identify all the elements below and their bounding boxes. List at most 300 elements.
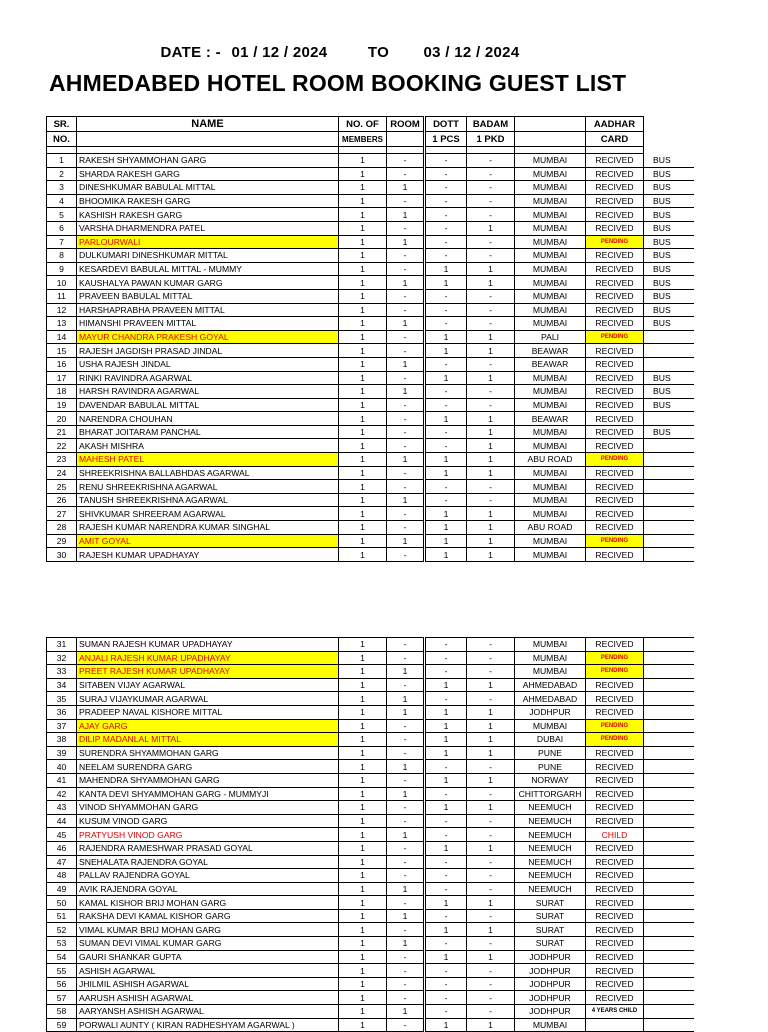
- row-name: ASHISH AGARWAL: [77, 964, 339, 978]
- row-room: -: [387, 398, 425, 412]
- row-transport: [644, 937, 694, 951]
- row-city: MUMBAI: [515, 665, 586, 679]
- row-sr: 46: [47, 841, 77, 855]
- row-sr: 48: [47, 869, 77, 883]
- row-city: ABU ROAD: [515, 521, 586, 535]
- row-members: 1: [339, 534, 387, 548]
- table-row: [47, 249, 694, 263]
- row-name: AARUSH ASHISH AGARWAL: [77, 991, 339, 1005]
- row-members: 1: [339, 923, 387, 937]
- row-aadhar: RECIVED: [586, 773, 644, 787]
- row-dott: -: [425, 425, 467, 439]
- row-members: 1: [339, 466, 387, 480]
- row-sr: 37: [47, 719, 77, 733]
- row-badam: -: [467, 828, 515, 842]
- row-badam: -: [467, 760, 515, 774]
- row-members: 1: [339, 221, 387, 235]
- table-row: [47, 950, 694, 964]
- row-members: 1: [339, 521, 387, 535]
- row-aadhar: PENDING: [586, 534, 644, 548]
- row-city: MUMBAI: [515, 154, 586, 168]
- row-name: JHILMIL ASHISH AGARWAL: [77, 977, 339, 991]
- row-sr: 56: [47, 977, 77, 991]
- row-members: 1: [339, 964, 387, 978]
- row-room: -: [387, 855, 425, 869]
- row-name: AJAY GARG: [77, 719, 339, 733]
- row-city: NEEMUCH: [515, 855, 586, 869]
- row-transport: BUS: [644, 425, 694, 439]
- row-members: 1: [339, 1018, 387, 1032]
- row-sr: 31: [47, 638, 77, 652]
- row-transport: [644, 950, 694, 964]
- row-city: BEAWAR: [515, 344, 586, 358]
- row-city: MUMBAI: [515, 317, 586, 331]
- table-row: [47, 923, 694, 937]
- row-members: 1: [339, 194, 387, 208]
- table-row: [47, 398, 694, 412]
- row-room: 1: [387, 534, 425, 548]
- row-name: PRADEEP NAVAL KISHORE MITTAL: [77, 705, 339, 719]
- row-city: MUMBAI: [515, 425, 586, 439]
- row-badam: -: [467, 317, 515, 331]
- row-city: MUMBAI: [515, 262, 586, 276]
- row-name: KASHISH RAKESH GARG: [77, 208, 339, 222]
- row-city: MUMBAI: [515, 493, 586, 507]
- row-room: 1: [387, 1005, 425, 1019]
- row-city: MUMBAI: [515, 439, 586, 453]
- row-badam: -: [467, 208, 515, 222]
- table-row: [47, 692, 694, 706]
- row-sr: 59: [47, 1018, 77, 1032]
- row-room: 1: [387, 276, 425, 290]
- row-sr: 8: [47, 249, 77, 263]
- guest-table-2: [46, 637, 694, 1032]
- row-sr: 26: [47, 493, 77, 507]
- row-room: -: [387, 221, 425, 235]
- row-name: SHREEKRISHNA BALLABHDAS AGARWAL: [77, 466, 339, 480]
- row-dott: -: [425, 439, 467, 453]
- row-badam: -: [467, 303, 515, 317]
- row-members: 1: [339, 493, 387, 507]
- row-members: 1: [339, 425, 387, 439]
- row-sr: 41: [47, 773, 77, 787]
- row-members: 1: [339, 208, 387, 222]
- row-transport: [644, 882, 694, 896]
- row-city: SURAT: [515, 923, 586, 937]
- row-transport: BUS: [644, 317, 694, 331]
- row-city: MUMBAI: [515, 289, 586, 303]
- row-sr: 3: [47, 181, 77, 195]
- row-aadhar: RECIVED: [586, 548, 644, 562]
- row-badam: -: [467, 493, 515, 507]
- table-row: [47, 1005, 694, 1019]
- row-dott: -: [425, 303, 467, 317]
- table-row: [47, 276, 694, 290]
- row-room: -: [387, 719, 425, 733]
- row-members: 1: [339, 896, 387, 910]
- row-room: -: [387, 651, 425, 665]
- row-name: SUMAN RAJESH KUMAR UPADHAYAY: [77, 638, 339, 652]
- row-city: MUMBAI: [515, 480, 586, 494]
- row-transport: [644, 466, 694, 480]
- row-aadhar: PENDING: [586, 453, 644, 467]
- row-members: 1: [339, 453, 387, 467]
- row-sr: 39: [47, 746, 77, 760]
- row-city: MUMBAI: [515, 276, 586, 290]
- row-sr: 43: [47, 801, 77, 815]
- row-name: PALLAV RAJENDRA GOYAL: [77, 869, 339, 883]
- row-sr: 51: [47, 909, 77, 923]
- header-row-1: [47, 117, 694, 132]
- table-row: [47, 977, 694, 991]
- row-name: RENU SHREEKRISHNA AGARWAL: [77, 480, 339, 494]
- table-row: [47, 882, 694, 896]
- row-transport: [644, 733, 694, 747]
- row-badam: 1: [467, 773, 515, 787]
- table-row: [47, 194, 694, 208]
- col-sr: SR.: [47, 117, 77, 132]
- row-city: MUMBAI: [515, 235, 586, 249]
- row-aadhar: RECIVED: [586, 521, 644, 535]
- row-dott: -: [425, 882, 467, 896]
- row-transport: BUS: [644, 385, 694, 399]
- row-aadhar: [586, 1018, 644, 1032]
- row-dott: -: [425, 181, 467, 195]
- row-name: DINESHKUMAR BABULAL MITTAL: [77, 181, 339, 195]
- row-transport: [644, 909, 694, 923]
- row-aadhar: RECIVED: [586, 909, 644, 923]
- guest-rows-1: [47, 154, 694, 562]
- date-label: DATE : -: [160, 44, 221, 61]
- page-title: AHMEDABED HOTEL ROOM BOOKING GUEST LIST: [49, 70, 627, 96]
- row-transport: [644, 814, 694, 828]
- row-city: ABU ROAD: [515, 453, 586, 467]
- row-members: 1: [339, 303, 387, 317]
- row-room: 1: [387, 828, 425, 842]
- table-row: [47, 154, 694, 168]
- row-transport: BUS: [644, 154, 694, 168]
- table-row: [47, 289, 694, 303]
- row-dott: 1: [425, 262, 467, 276]
- row-transport: BUS: [644, 208, 694, 222]
- row-name: VINOD SHYAMMOHAN GARG: [77, 801, 339, 815]
- row-name: AARYANSH ASHISH AGARWAL: [77, 1005, 339, 1019]
- row-badam: 1: [467, 950, 515, 964]
- row-badam: 1: [467, 330, 515, 344]
- row-sr: 49: [47, 882, 77, 896]
- row-dott: 1: [425, 733, 467, 747]
- row-members: 1: [339, 507, 387, 521]
- col-badam-2: 1 PKD: [467, 132, 515, 147]
- col-sr-2: NO.: [47, 132, 77, 147]
- row-room: -: [387, 425, 425, 439]
- row-city: MUMBAI: [515, 303, 586, 317]
- row-room: -: [387, 773, 425, 787]
- row-members: 1: [339, 651, 387, 665]
- row-members: 1: [339, 235, 387, 249]
- row-members: 1: [339, 330, 387, 344]
- row-name: AKASH MISHRA: [77, 439, 339, 453]
- row-dott: -: [425, 638, 467, 652]
- guest-table-1: [46, 116, 694, 562]
- row-room: -: [387, 262, 425, 276]
- row-dott: 1: [425, 705, 467, 719]
- row-name: RINKI RAVINDRA AGARWAL: [77, 371, 339, 385]
- table-row: [47, 357, 694, 371]
- row-dott: -: [425, 154, 467, 168]
- table-row: [47, 855, 694, 869]
- row-dott: -: [425, 167, 467, 181]
- row-badam: -: [467, 964, 515, 978]
- table-row: [47, 493, 694, 507]
- row-sr: 15: [47, 344, 77, 358]
- row-room: -: [387, 330, 425, 344]
- row-room: 1: [387, 385, 425, 399]
- row-aadhar: RECIVED: [586, 692, 644, 706]
- row-members: 1: [339, 344, 387, 358]
- col-dott-2: 1 PCS: [425, 132, 467, 147]
- row-dott: -: [425, 964, 467, 978]
- table-row: [47, 221, 694, 235]
- row-name: VIMAL KUMAR BRIJ MOHAN GARG: [77, 923, 339, 937]
- row-badam: -: [467, 692, 515, 706]
- row-sr: 20: [47, 412, 77, 426]
- row-sr: 40: [47, 760, 77, 774]
- row-dott: 1: [425, 841, 467, 855]
- row-sr: 55: [47, 964, 77, 978]
- table-row: [47, 330, 694, 344]
- row-name: SHIVKUMAR SHREERAM AGARWAL: [77, 507, 339, 521]
- row-sr: 42: [47, 787, 77, 801]
- row-room: -: [387, 154, 425, 168]
- row-aadhar: RECIVED: [586, 964, 644, 978]
- row-room: -: [387, 344, 425, 358]
- date-from: 01 / 12 / 2024: [231, 44, 328, 61]
- row-name: KESARDEVI BABULAL MITTAL - MUMMY: [77, 262, 339, 276]
- row-transport: BUS: [644, 181, 694, 195]
- row-badam: 1: [467, 521, 515, 535]
- row-name: BHARAT JOITARAM PANCHAL: [77, 425, 339, 439]
- row-members: 1: [339, 249, 387, 263]
- row-city: PUNE: [515, 746, 586, 760]
- row-transport: [644, 773, 694, 787]
- table-row: [47, 733, 694, 747]
- row-room: -: [387, 167, 425, 181]
- row-room: -: [387, 439, 425, 453]
- row-aadhar: PENDING: [586, 330, 644, 344]
- row-sr: 53: [47, 937, 77, 951]
- row-dott: 1: [425, 507, 467, 521]
- row-city: BEAWAR: [515, 412, 586, 426]
- row-badam: -: [467, 869, 515, 883]
- row-sr: 36: [47, 705, 77, 719]
- row-aadhar: PENDING: [586, 651, 644, 665]
- row-aadhar: RECIVED: [586, 801, 644, 815]
- table-row: [47, 466, 694, 480]
- row-badam: -: [467, 289, 515, 303]
- table-row: [47, 746, 694, 760]
- row-sr: 2: [47, 167, 77, 181]
- row-members: 1: [339, 638, 387, 652]
- row-sr: 35: [47, 692, 77, 706]
- row-sr: 19: [47, 398, 77, 412]
- row-transport: [644, 638, 694, 652]
- row-dott: -: [425, 909, 467, 923]
- row-transport: [644, 439, 694, 453]
- table-row: [47, 412, 694, 426]
- row-members: 1: [339, 289, 387, 303]
- row-badam: -: [467, 1005, 515, 1019]
- table-row: [47, 719, 694, 733]
- row-name: DULKUMARI DINESHKUMAR MITTAL: [77, 249, 339, 263]
- table-row: [47, 548, 694, 562]
- row-transport: [644, 412, 694, 426]
- row-members: 1: [339, 548, 387, 562]
- row-city: NEEMUCH: [515, 814, 586, 828]
- row-city: MUMBAI: [515, 181, 586, 195]
- row-transport: [644, 521, 694, 535]
- row-room: 1: [387, 208, 425, 222]
- row-name: KANTA DEVI SHYAMMOHAN GARG - MUMMYJI: [77, 787, 339, 801]
- row-room: -: [387, 521, 425, 535]
- row-dott: 1: [425, 344, 467, 358]
- row-sr: 24: [47, 466, 77, 480]
- row-aadhar: RECIVED: [586, 181, 644, 195]
- row-transport: [644, 869, 694, 883]
- row-city: MUMBAI: [515, 221, 586, 235]
- row-sr: 11: [47, 289, 77, 303]
- row-dott: -: [425, 194, 467, 208]
- row-aadhar: RECIVED: [586, 398, 644, 412]
- row-city: MUMBAI: [515, 548, 586, 562]
- guest-rows-2: [47, 638, 694, 1032]
- row-room: 1: [387, 705, 425, 719]
- row-sr: 29: [47, 534, 77, 548]
- row-aadhar: RECIVED: [586, 208, 644, 222]
- row-transport: [644, 692, 694, 706]
- table-row: [47, 760, 694, 774]
- row-transport: [644, 896, 694, 910]
- row-badam: -: [467, 882, 515, 896]
- table-row: [47, 521, 694, 535]
- row-dott: -: [425, 317, 467, 331]
- row-members: 1: [339, 773, 387, 787]
- row-sr: 9: [47, 262, 77, 276]
- row-members: 1: [339, 705, 387, 719]
- row-transport: BUS: [644, 221, 694, 235]
- row-room: -: [387, 548, 425, 562]
- row-badam: -: [467, 194, 515, 208]
- row-room: -: [387, 638, 425, 652]
- row-badam: -: [467, 398, 515, 412]
- row-aadhar: RECIVED: [586, 480, 644, 494]
- row-aadhar: RECIVED: [586, 923, 644, 937]
- row-name: ANJALI RAJESH KUMAR UPADHAYAY: [77, 651, 339, 665]
- table-row: [47, 480, 694, 494]
- row-name: RAJESH JAGDISH PRASAD JINDAL: [77, 344, 339, 358]
- row-room: 1: [387, 692, 425, 706]
- table-row: [47, 534, 694, 548]
- table-row: [47, 638, 694, 652]
- row-badam: -: [467, 357, 515, 371]
- row-aadhar: RECIVED: [586, 262, 644, 276]
- row-city: PALI: [515, 330, 586, 344]
- row-dott: -: [425, 235, 467, 249]
- row-members: 1: [339, 733, 387, 747]
- row-city: MUMBAI: [515, 208, 586, 222]
- row-dott: 1: [425, 801, 467, 815]
- row-members: 1: [339, 371, 387, 385]
- row-members: 1: [339, 760, 387, 774]
- row-aadhar: RECIVED: [586, 249, 644, 263]
- row-name: DILIP MADANLAL MITTAL: [77, 733, 339, 747]
- row-name: GAURI SHANKAR GUPTA: [77, 950, 339, 964]
- row-name: KAUSHALYA PAWAN KUMAR GARG: [77, 276, 339, 290]
- row-dott: -: [425, 855, 467, 869]
- row-transport: [644, 548, 694, 562]
- row-members: 1: [339, 317, 387, 331]
- row-badam: 1: [467, 841, 515, 855]
- row-room: -: [387, 678, 425, 692]
- row-badam: -: [467, 235, 515, 249]
- row-dott: -: [425, 249, 467, 263]
- row-sr: 28: [47, 521, 77, 535]
- row-badam: 1: [467, 371, 515, 385]
- row-aadhar: RECIVED: [586, 937, 644, 951]
- row-dott: 1: [425, 276, 467, 290]
- row-sr: 30: [47, 548, 77, 562]
- row-badam: 1: [467, 534, 515, 548]
- row-city: CHITTORGARH: [515, 787, 586, 801]
- row-city: NEEMUCH: [515, 801, 586, 815]
- row-members: 1: [339, 991, 387, 1005]
- row-dott: -: [425, 208, 467, 222]
- row-badam: 1: [467, 733, 515, 747]
- table-row: [47, 344, 694, 358]
- row-transport: [644, 746, 694, 760]
- row-aadhar: RECIVED: [586, 221, 644, 235]
- row-badam: -: [467, 181, 515, 195]
- row-city: DUBAI: [515, 733, 586, 747]
- row-name: HARSH RAVINDRA AGARWAL: [77, 385, 339, 399]
- row-transport: [644, 923, 694, 937]
- row-badam: 1: [467, 466, 515, 480]
- row-sr: 54: [47, 950, 77, 964]
- row-members: 1: [339, 398, 387, 412]
- row-city: MUMBAI: [515, 167, 586, 181]
- row-dott: -: [425, 977, 467, 991]
- row-aadhar: RECIVED: [586, 705, 644, 719]
- row-sr: 5: [47, 208, 77, 222]
- row-dott: -: [425, 869, 467, 883]
- table-row: [47, 317, 694, 331]
- row-transport: [644, 330, 694, 344]
- row-sr: 16: [47, 357, 77, 371]
- table-row: [47, 828, 694, 842]
- row-dott: 1: [425, 548, 467, 562]
- table-row: [47, 773, 694, 787]
- table-row: [47, 909, 694, 923]
- row-room: -: [387, 289, 425, 303]
- row-room: -: [387, 194, 425, 208]
- row-members: 1: [339, 801, 387, 815]
- row-badam: -: [467, 991, 515, 1005]
- row-city: NEEMUCH: [515, 869, 586, 883]
- row-transport: [644, 801, 694, 815]
- table-row: [47, 262, 694, 276]
- table-row: [47, 937, 694, 951]
- row-city: JODHPUR: [515, 705, 586, 719]
